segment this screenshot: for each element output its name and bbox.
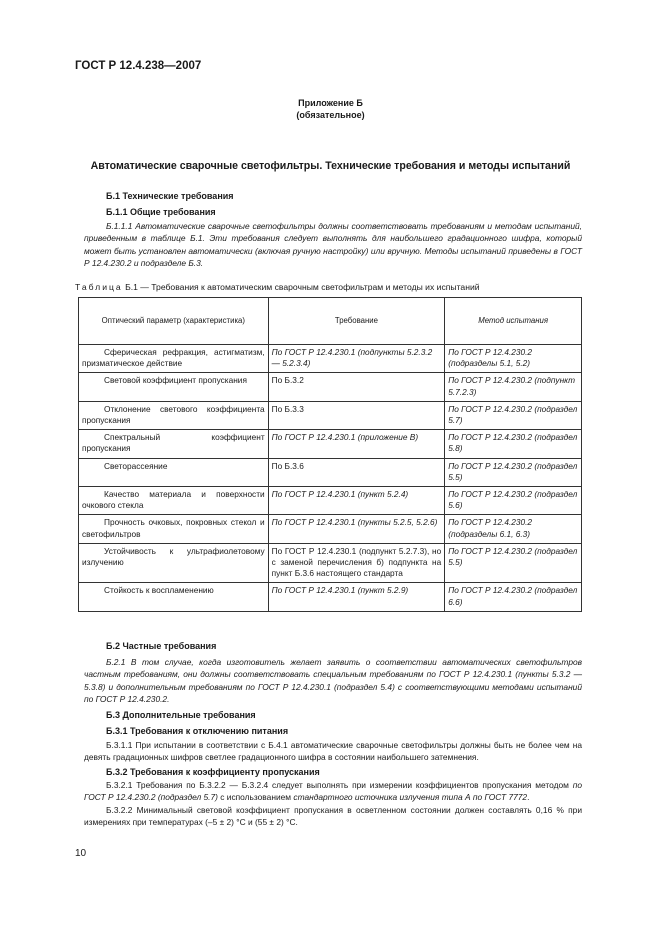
table-row [79,487,582,515]
row-requirement: По ГОСТ Р 12.4.230.1 (приложение В) [268,430,445,458]
row-parameter: Стойкость к воспламенению [104,585,214,596]
row-parameter: Сферическая рефракция, астигматизм, призматическое действие [82,347,265,369]
row-method: По ГОСТ Р 12.4.230.2 (подраздел 5.5) [445,543,582,583]
row-parameter: Спектральный коэффициент пропускания [82,432,265,454]
section-b32-heading: Б.3.2 Требования к коэффициенту пропускания [106,767,320,777]
appendix-label [0,97,661,121]
table-row [79,583,582,611]
section-b2-heading: Б.2 Частные требования [106,641,217,651]
table-row [79,543,582,583]
appendix-status: (обязательное) [296,110,365,120]
row-parameter: Отклонение светового коэффициента пропускания [82,403,265,426]
row-requirement: По ГОСТ Р 12.4.230.1 (подпункт 5.2.7.3), но с заменой перечисления б) подпункта на пункт Б.3.6 настоящего стандарта [268,543,445,583]
row-requirement: По ГОСТ Р 12.4.230.1 (подпункты 5.2.3.2 — 5.2.3.4) [268,345,445,373]
table-row [79,515,582,543]
table-header-row [79,298,582,345]
paragraph-b322: Б.3.2.2 Минимальный световой коэффициент пропускания в осветленном состоянии должен составлять 0,16 % при измерениях при температурах (–5 ± 2) °С и (55 ± 2) °С. [84,805,582,828]
appendix-title: Приложение Б [298,98,363,108]
row-method: По ГОСТ Р 12.4.230.2 (подраздел 5.6) [445,487,582,515]
row-requirement: По ГОСТ Р 12.4.230.1 (пункты 5.2.5, 5.2.6) [268,515,445,543]
row-requirement: По Б.3.3 [268,401,445,429]
row-method: По ГОСТ Р 12.4.230.2 (подразделы 5.1, 5.2) [445,345,582,373]
page-number: 10 [75,848,87,859]
section-b1-heading: Б.1 Технические требования [106,191,234,201]
paragraph-b111: Б.1.1.1 Автоматические сварочные светофильтры должны соответствовать требованиям и методам испытаний, приведенным в таблице Б.1. Эти требования следует выполнять для наибольшего градационного шифра, который может быть установлен автоматически (включая ручную настройку) или вручную. Методы испытаний приведены в ГОСТ Р 12.4.230.2 и подразделе Б.3. [84,221,582,269]
row-parameter: Качество материала и поверхности очкового стекла [82,489,265,511]
row-requirement: По ГОСТ Р 12.4.230.1 (пункт 5.2.9) [268,583,445,611]
header-method: Метод испытания [445,298,582,345]
table-row [79,458,582,486]
row-method: По ГОСТ Р 12.4.230.2 (подраздел 6.6) [445,583,582,611]
row-requirement: По ГОСТ Р 12.4.230.1 (пункт 5.2.4) [268,487,445,515]
row-method: По ГОСТ Р 12.4.230.2 (подраздел 5.5) [445,458,582,486]
reference-source: стандартного источника излучения типа А по ГОСТ 7772 [293,792,528,803]
row-parameter: Светорассеяние [104,460,168,471]
requirements-table [78,297,582,612]
table-caption-label: Таблица [75,282,123,292]
row-parameter: Световой коэффициент пропускания [104,375,247,386]
header-parameter: Оптический параметр (характеристика) [79,298,269,345]
document-header: ГОСТ Р 12.4.238—2007 [75,60,202,72]
table-row [79,430,582,458]
table-row [79,401,582,429]
table-caption-text: Б.1 — Требования к автоматическим сварочным светофильтрам и методы их испытаний [125,282,480,292]
row-parameter: Прочность очковых, покровных стекол и светофильтров [82,517,265,539]
row-method: По ГОСТ Р 12.4.230.2 (подраздел 5.7) [445,401,582,429]
reference-method: по ГОСТ Р 12.4.230.2 (подраздел 5.7) [84,780,582,803]
header-requirement: Требование [268,298,445,345]
section-b31-heading: Б.3.1 Требования к отключению питания [106,726,289,736]
row-method: По ГОСТ Р 12.4.230.2 (подпункт 5.7.2.3) [445,373,582,401]
section-b3-heading: Б.3 Дополнительные требования [106,710,256,720]
row-requirement: По Б.3.2 [268,373,445,401]
paragraph-b21: Б.2.1 В том случае, когда изготовитель желает заявить о соответствии автоматических светофильтров частным требованиям, они должны соответствовать специальным требованиям по ГОСТ Р 12.4.230.1 (пункты 5.3.2 — 5.3.8) и дополнительным требованиям по ГОСТ Р 12.4.230.1 (подраздел 5.4) с соответствующими методами испытаний по ГОСТ Р 12.4.230.2. [84,657,582,705]
table-caption [75,282,480,292]
row-parameter: Устойчивость к ультрафиолетовому излучению [82,545,265,568]
table-row [79,373,582,401]
table-row [79,345,582,373]
row-method: По ГОСТ Р 12.4.230.2 (подраздел 5.8) [445,430,582,458]
section-b11-heading: Б.1.1 Общие требования [106,207,216,217]
document-title: Автоматические сварочные светофильтры. Технические требования и методы испытаний [90,160,571,172]
row-method: По ГОСТ Р 12.4.230.2 (подразделы 6.1, 6.3) [445,515,582,543]
row-requirement: По Б.3.6 [268,458,445,486]
paragraph-b311: Б.3.1.1 При испытании в соответствии с Б.4.1 автоматические сварочные светофильтры должны быть не более чем на девять градационных шифров светлее градационного шифра в состоянии наибольшего затемнения. [84,740,582,763]
paragraph-b321: Б.3.2.1 Требования по Б.3.2.2 — Б.3.2.4 следует выполнять при измерении коэффициентов пропускания методом по ГОСТ Р 12.4.230.2 (подраздел 5.7) с использованием стандартного источника излучения типа А по ГОСТ 7772. [84,780,582,803]
